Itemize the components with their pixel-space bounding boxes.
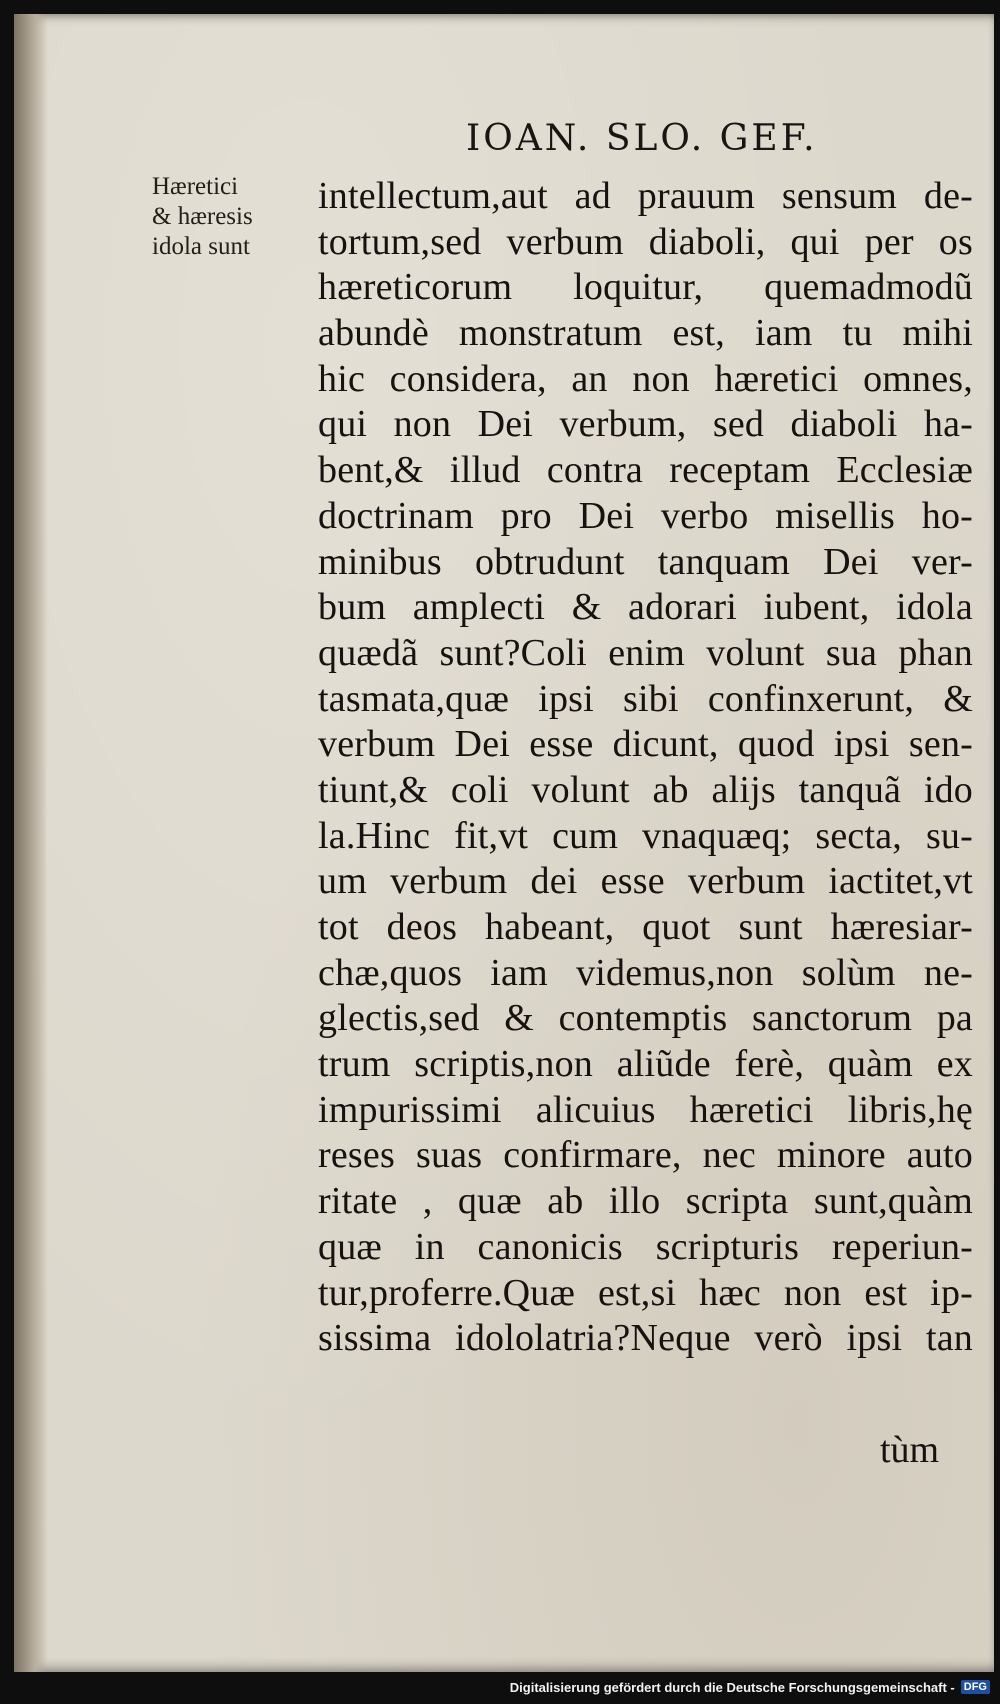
text-line: minibus obtrudunt tanquam Dei ver- [318, 540, 973, 583]
text-line: abundè monstratum est, iam tu mihi [318, 312, 973, 355]
text-line: reses suas confirmare, nec minore auto [318, 1134, 973, 1177]
text-line: quæ in canonicis scripturis reperiun- [318, 1225, 973, 1268]
digitization-credit [510, 1676, 990, 1698]
text-line: bent,& illud contra receptam Ecclesiæ [318, 449, 973, 492]
text-line: ritate , quæ ab illo scripta sunt,quàm [318, 1180, 973, 1223]
text-line: bum amplecti & adorari iubent, idola [318, 586, 973, 629]
text-line: verbum Dei esse dicunt, quod ipsi sen- [318, 723, 973, 766]
text-line: tur,proferre.Quæ est,si hæc non est ip- [318, 1271, 973, 1314]
text-line: intellectum,aut ad prauum sensum de- [318, 175, 973, 217]
text-line: quædã sunt?Coli enim volunt sua phan [318, 631, 973, 674]
text-line: trum scriptis,non aliũde ferè, quàm ex [318, 1043, 973, 1086]
text-line: hic considera, an non hæretici omnes, [318, 357, 973, 400]
text-line: tot deos habeant, quot sunt hæresiar- [318, 906, 973, 948]
text-line: qui non Dei verbum, sed diaboli ha- [318, 403, 973, 446]
marginal-note-line: idola sunt [152, 233, 250, 260]
text-line: um verbum dei esse verbum iactitet,vt [318, 860, 973, 903]
text-line: glectis,sed & contemptis sanctorum pa [318, 997, 973, 1040]
marginal-note-line: & hæresis [152, 203, 253, 230]
text-line: tasmata,quæ ipsi sibi confinxerunt, & [318, 677, 973, 720]
credit-text: Digitalisierung gefördert durch die Deutsche Forschungsgemeinschaft - [509, 1679, 955, 1695]
catchword: tùm [880, 1429, 940, 1471]
text-line: la.Hinc fit,vt cum vnaquæq; secta, su- [318, 814, 973, 857]
body-text [318, 174, 973, 1362]
text-line: chæ,quos iam videmus,non solùm ne- [318, 951, 973, 994]
marginal-note-line: Hæretici [152, 173, 239, 200]
running-title: IOAN. SLO. GEF. [466, 118, 818, 159]
text-line: hæreticorum loquitur, quemadmodũ [318, 266, 973, 309]
text-line: tiunt,& coli volunt ab alijs tanquã ido [318, 768, 973, 811]
text-line: sissima idololatria?Neque verò ipsi tan [318, 1317, 973, 1360]
page-spine-shadow [14, 14, 48, 1672]
text-line: doctrinam pro Dei verbo misellis ho- [318, 494, 973, 537]
text-line: impurissimi alicuius hæretici libris,hę [318, 1088, 973, 1131]
marginal-note [152, 172, 302, 262]
text-line: tortum,sed verbum diaboli, qui per os [318, 220, 973, 263]
dfg-logo: DFG [961, 1680, 990, 1694]
